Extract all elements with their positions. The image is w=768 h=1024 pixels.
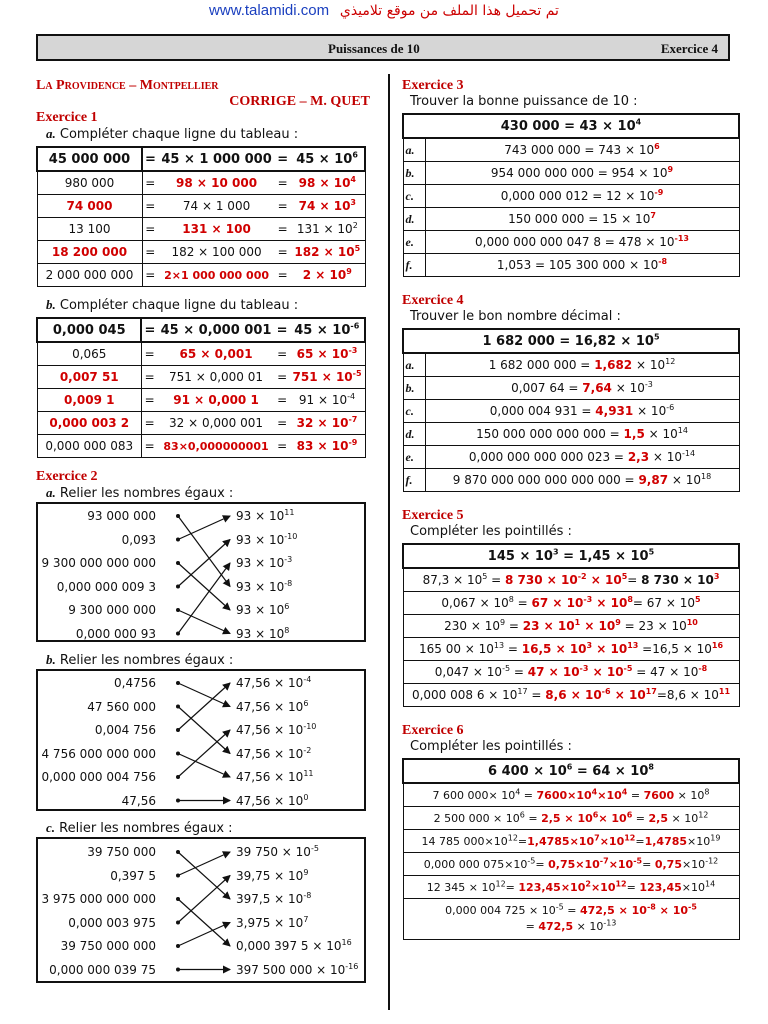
match-arrow[interactable] [178, 852, 230, 876]
table-row: 0,000 003 2 = 32 × 0,000 001 = $32 \times 10^{-7}$ [37, 412, 365, 435]
ex6-title: Exercice 6 [402, 723, 464, 738]
match-arrow[interactable] [178, 516, 230, 587]
match-right-value: $47,56 \times 10^0$ [236, 792, 309, 808]
table-row: e. 0,000 000 000 000 $023 = 2,3 \times 10^{-14}$ [403, 446, 739, 469]
match-right-value: $93 \times 10^{-3}$ [236, 555, 293, 570]
match-arrow[interactable] [178, 683, 230, 707]
match-right-value: 39 $750 \times 10^{-5}$ [236, 844, 319, 859]
ex2-b-instruction: b. Relier les nombres égaux : [46, 652, 234, 668]
site-arabic-notice: تم تحميل هذا الملف من موقع تلاميذي [339, 3, 559, 19]
table-row: 13 100 = 131 × 100 = $131 \times 10^2$ [37, 218, 365, 241]
table-row: $145 \times 10^3 = 1,45 \times 10^5$ [403, 544, 739, 568]
ex5-title: Exercice 5 [402, 508, 464, 523]
ex5-table [402, 543, 740, 707]
table-row: $87,3 \times 10^5 = 8$ $730 \times 10^{-2} \times 10^5= 8$ $730 \times 10^3$ [403, 568, 739, 592]
match-left-value: 0,000 000 009 3 [56, 579, 156, 594]
match-left-value: 0,4756 [114, 676, 156, 690]
match-arrow[interactable] [178, 754, 230, 778]
match-right-value: $47,56 \times 10^6$ [236, 698, 309, 714]
match-right-value: $93 \times 10^6$ [236, 602, 290, 617]
match-left-value: 9 300 000 000 [68, 603, 156, 617]
page-title: Puissances de 10 [328, 41, 420, 56]
match-right-value: 0,000 397 $5 \times 10^{16}$ [236, 938, 352, 953]
match-left-value: 0,093 [121, 532, 156, 547]
table-row: 6 $400 \times 10^6 = 64 \times 10^8$ [403, 759, 739, 783]
table-row: 0,000 008 $6 \times 10^{17} = 8,6 \times 10^{-6} \times 10^{17}=8,6 \times 10^{11}$ [403, 684, 739, 707]
match-right-value: $93 \times 10^{-8}$ [236, 578, 293, 594]
table-row: b. 954 000 000 $000 = 954 \times 10^9$ [403, 162, 739, 185]
match-arrow[interactable] [178, 683, 230, 730]
ex1-a-instruction: a. Compléter chaque ligne du tableau : [46, 126, 299, 142]
match-right-value: $3,975 \times 10^7$ [236, 914, 309, 930]
table-row: 2 000 000 000 = 2×1 000 000 000 = $2 \times 10^9$ [37, 264, 365, 287]
match-right-value: $47,56 \times 10^{-10}$ [236, 722, 317, 737]
table-row: a. 1 682 000 $000 = 1,682 \times 10^{12}$ [403, 353, 739, 377]
match-left-value: 0,000 000 93 [75, 626, 156, 641]
ex4-instruction: Trouver le bon nombre décimal : [410, 309, 621, 324]
match-left-value: 3 975 000 000 000 [41, 892, 156, 906]
table-row: 165 $00 \times 10^{13} = 16,5 \times 10^3 \times 10^{13} =16,5 \times 10^{16}$ [403, 638, 739, 661]
ex4-title: Exercice 4 [402, 293, 464, 308]
table-row: 0,065 = 65 × 0,001 = $65 \times 10^{-3}$ [37, 342, 365, 366]
table-row: a. 743 000 $000 = 743 \times 10^6$ [403, 138, 739, 162]
match-right-value: 397 500 $000 \times 10^{-16}$ [236, 961, 359, 977]
table-row: 14 785 $000\times 10^{12}=1,4785\times 10^7\times 10^{12}=1,4785\times 10^{19}$ [403, 830, 739, 853]
match-right-value: $47,56 \times 10^{11}$ [236, 769, 314, 784]
table-row: 0,000 000 083 = 83×0,000000001 = $83 \times 10^{-9}$ [37, 435, 365, 458]
table-row: 18 200 000 = 182 × 100 000 = $182 \times 10^5$ [37, 241, 365, 264]
match-left-value: 47 560 000 [87, 699, 156, 714]
table-row: c. 0,000 004 $931 = 4,931 \times 10^{-6}$ [403, 400, 739, 423]
match-left-value: 0,000 003 975 [68, 915, 156, 930]
match-right-value: $93 \times 10^{11}$ [236, 508, 295, 523]
match-right-value: $397,5 \times 10^{-8}$ [236, 891, 312, 906]
ex1-b-instruction: b. Compléter chaque ligne du tableau : [46, 297, 299, 313]
table-row: e. 0,000 000 000 047 $8 = 478 \times 10^{-13}$ [403, 231, 739, 254]
table-row: 0,000 000 $075\times 10^{-5}= 0,75\times 10^{-7}\times 10^{-5}= 0,75\times 10^{-12}$ [403, 853, 739, 876]
table-row: 74 000 = 74 × 1 000 = $74 \times 10^3$ [37, 195, 365, 218]
match-right-value: $39,75 \times 10^9$ [236, 867, 309, 883]
match-left-value: 0,000 000 039 75 [49, 962, 156, 977]
match-arrow[interactable] [178, 852, 230, 899]
site-url[interactable]: www.talamidi.com [209, 2, 330, 19]
right-column [402, 78, 740, 940]
match-arrow[interactable] [178, 876, 230, 923]
ex2-a-instruction: a. Relier les nombres égaux : [46, 485, 234, 501]
match-left-value: 39 750 000 [87, 845, 156, 859]
table-row: 7 600 $000\times 10^4 = 7600\times 10^4\times 10^4 = 7600 \times 10^8$ [403, 783, 739, 807]
table-row: 45 000 000 = 45 × 1 000 000 = $45 \times 10^6$ [37, 147, 365, 171]
table-row: f. 9 870 000 000 000 000 $000 = 9,87 \times 10^{18}$ [403, 469, 739, 492]
match-left-value: 9 300 000 000 000 [41, 556, 156, 570]
match-left-value: 0,397 5 [110, 868, 156, 883]
ex4-table [402, 328, 740, 492]
ex2-title: Exercice 2 [36, 469, 98, 484]
ex1-title: Exercice 1 [36, 110, 98, 125]
ex3-table [402, 113, 740, 277]
ex5-instruction: Compléter les pointillés : [410, 524, 572, 539]
school-name: La Providence – Montpellier [36, 78, 219, 93]
table-row: 0,000 004 $725 \times 10^{-5} = 472,5 \times 10^{-8} \times 10^{-5}$ = $472,5 \times 10^{-13}$ [403, 899, 739, 940]
table-row: 2 500 $000 \times 10^6 = 2,5 \times 10^6\times 10^6 = 2,5 \times 10^{12}$ [403, 807, 739, 830]
table-row: 0,000 045 = 45 × 0,000 001 = $45 \times 10^{-6}$ [37, 318, 365, 342]
match-left-value: 4 756 000 000 000 [41, 746, 156, 761]
match-left-value: 0,000 000 004 756 [41, 770, 156, 784]
match-left-value: 39 750 000 000 [60, 939, 156, 953]
table-row: d. 150 000 $000 = 15 \times 10^7$ [403, 208, 739, 231]
table-row: 0,009 1 = 91 × 0,000 1 = $91 \times 10^{-4}$ [37, 389, 365, 412]
match-arrow[interactable] [178, 563, 230, 610]
table-row: 980 000 = 98 × 10 000 = $98 \times 10^4$ [37, 171, 365, 195]
match-right-value: $93 \times 10^8$ [236, 625, 290, 641]
match-left-value: 47,56 [121, 793, 156, 808]
table-row: $0,047 \times 10^{-5} = 47 \times 10^{-3} \times 10^{-5} = 47 \times 10^{-8}$ [403, 661, 739, 684]
table-row: 1 682 $000 = 16,82 \times 10^5$ [403, 329, 739, 353]
match-arrow[interactable] [178, 610, 230, 634]
ex3-title: Exercice 3 [402, 78, 464, 93]
exercise-number: Exercice 4 [660, 41, 718, 56]
match-right-value: $47,56 \times 10^{-2}$ [236, 745, 312, 761]
table-row: 12 $345 \times 10^{12}= 123,45\times 10^2\times 10^{12}= 123,45\times 10^{14}$ [403, 876, 739, 899]
ex6-instruction: Compléter les pointillés : [410, 739, 572, 754]
match-arrow[interactable] [178, 707, 230, 754]
match-arrow[interactable] [178, 899, 230, 946]
match-arrow[interactable] [178, 516, 230, 540]
table-row: 0,007 51 = 751 × 0,000 01 = $751 \times 10^{-5}$ [37, 366, 365, 389]
ex2-c-instruction: c. Relier les nombres égaux : [46, 820, 233, 836]
table-row: $230 \times 10^9 = 23 \times 10^1 \times 10^9 = 23 \times 10^{10}$ [403, 615, 739, 638]
table-row: d. 150 000 000 000 $000 = 1,5 \times 10^{14}$ [403, 423, 739, 446]
table-row: b. 0,007 $64 = 7,64 \times 10^{-3}$ [403, 377, 739, 400]
table-row: $0,067 \times 10^8 = 67 \times 10^{-3} \times 10^8= 67 \times 10^5$ [403, 592, 739, 615]
corrige-label: CORRIGE – M. QUET [229, 94, 370, 109]
ex6-table [402, 758, 740, 940]
table-row: c. 0,000 000 $012 = 12 \times 10^{-9}$ [403, 185, 739, 208]
match-left-value: 0,004 756 [94, 723, 156, 737]
match-arrow[interactable] [178, 730, 230, 777]
match-arrow[interactable] [178, 563, 230, 634]
table-row: 430 $000 = 43 \times 10^4$ [403, 114, 739, 138]
match-arrow[interactable] [178, 540, 230, 587]
match-right-value: $93 \times 10^{-10}$ [236, 531, 298, 547]
match-arrow[interactable] [178, 923, 230, 947]
match-left-value: 93 000 000 [87, 509, 156, 523]
ex3-instruction: Trouver la bonne puissance de 10 : [410, 94, 638, 109]
table-row: f. 1,053 = 105 300 $000 \times 10^{-8}$ [403, 254, 739, 277]
match-right-value: $47,56 \times 10^{-4}$ [236, 675, 312, 690]
